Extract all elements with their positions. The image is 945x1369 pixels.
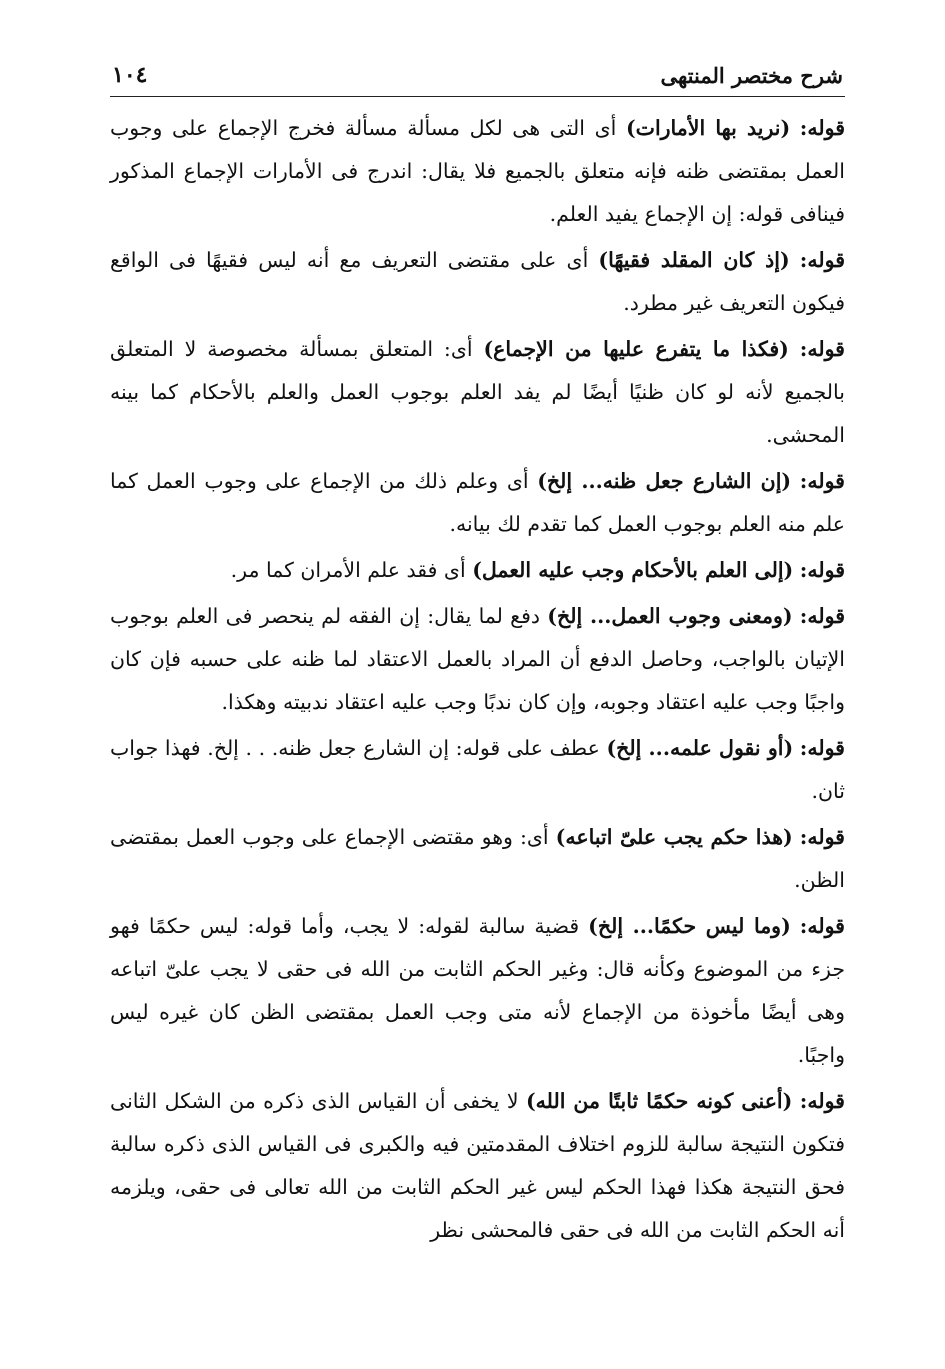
paragraph-head: قوله: [799, 736, 845, 760]
commentary-paragraph [110, 816, 845, 902]
quoted-lemma: (ومعنى وجوب العمل... إلخ) [547, 604, 793, 628]
quoted-lemma: (إذ كان المقلد فقيهًا) [598, 248, 790, 272]
paragraph-text: عطف على قوله: إن الشارع جعل ظنه. . . إلخ. فهذا جواب ثان. [110, 736, 845, 803]
paragraph-text: أى وعلم ذلك من الإجماع على وجوب العمل كما علم منه العلم بوجوب العمل كما تقدم لك بيانه. [110, 469, 845, 536]
paragraph-head: قوله: [799, 469, 845, 493]
paragraph-text: أى التى هى لكل مسألة مسألة فخرج الإجماع على وجوب العمل بمقتضى ظنه فإنه متعلق بالجميع فلا يقال: اندرج فى الأمارات الإجماع المذكور فينافى قوله: إن الإجماع يفيد العلم. [110, 116, 845, 226]
paragraph-head: قوله: [799, 116, 845, 140]
commentary-paragraph [110, 1080, 845, 1252]
paragraph-head: قوله: [799, 1089, 845, 1113]
paragraph-head: قوله: [799, 604, 845, 628]
commentary-paragraph [110, 107, 845, 236]
page-number: ١٠٤ [112, 62, 148, 88]
paragraph-head: قوله: [799, 248, 845, 272]
quoted-lemma: (أو نقول علمه... إلخ) [606, 736, 794, 760]
quoted-lemma: (إن الشارع جعل ظنه... إلخ) [537, 469, 792, 493]
paragraph-head: قوله: [799, 337, 845, 361]
paragraph-text: قضية سالبة لقوله: لا يجب، وأما قوله: ليس حكمًا فهو جزء من الموضوع وكأنه قال: وغير الحكم الثابت من الله فى حقى لا يجب علىّ اتباعه وهى أيضًا مأخوذة من الإجماع لأنه متى وجب العمل بمقتضى الظن كان غيره ليس واجبًا. [110, 914, 845, 1067]
quoted-lemma: (إلى العلم بالأحكام وجب عليه العمل) [472, 558, 794, 582]
header-divider [110, 96, 845, 97]
quoted-lemma: (أعنى كونه حكمًا ثابتًا من الله) [525, 1089, 793, 1113]
commentary-paragraph [110, 239, 845, 325]
commentary-paragraph [110, 328, 845, 457]
paragraph-head: قوله: [799, 558, 845, 582]
commentary-paragraph [110, 595, 845, 724]
commentary-body [110, 107, 845, 1252]
paragraph-head: قوله: [799, 825, 845, 849]
quoted-lemma: (وما ليس حكمًا... إلخ) [588, 914, 791, 938]
quoted-lemma: (نريد بها الأمارات) [625, 116, 791, 140]
paragraph-text: لا يخفى أن القياس الذى ذكره من الشكل الثانى فتكون النتيجة سالبة للزوم اختلاف المقدمتين فيه والكبرى فى القياس الذى ذكره سالبة فحق النتيجة هكذا فهذا الحكم ليس غير الحكم الثابت من الله تعالى فى حقى، ويلزمه أنه الحكم الثابت من الله فى حقى فالمحشى نظر [110, 1089, 845, 1242]
running-title: شرح مختصر المنتهى [660, 63, 843, 88]
paragraph-text: أى: وهو مقتضى الإجماع على وجوب العمل بمقتضى الظن. [110, 825, 845, 892]
paragraph-text: أى: المتعلق بمسألة مخصوصة لا المتعلق بالجميع لأنه لو كان ظنيًا أيضًا لم يفد العلم بوجوب العمل والعلم بالأحكام كما بينه المحشى. [110, 337, 845, 447]
page-header [110, 58, 845, 96]
quoted-lemma: (فكذا ما يتفرع عليها من الإجماع) [483, 337, 789, 361]
paragraph-text: أى فقد علم الأمران كما مر. [230, 558, 466, 582]
paragraph-text: دفع لما يقال: إن الفقه لم ينحصر فى العلم بوجوب الإتيان بالواجب، وحاصل الدفع أن المراد بالعمل الاعتقاد لما ظنه على حسبه فإن كان واجبًا وجب عليه اعتقاد وجوبه، وإن كان ندبًا وجب عليه اعتقاد ندبيته وهكذا. [110, 604, 845, 714]
commentary-paragraph [110, 905, 845, 1077]
commentary-paragraph [110, 460, 845, 546]
quoted-lemma: (هذا حكم يجب علىّ اتباعه) [555, 825, 793, 849]
paragraph-head: قوله: [799, 914, 845, 938]
commentary-paragraph [110, 727, 845, 813]
paragraph-text: أى على مقتضى التعريف مع أنه ليس فقيهًا فى الواقع فيكون التعريف غير مطرد. [110, 248, 845, 315]
commentary-paragraph [110, 549, 845, 592]
